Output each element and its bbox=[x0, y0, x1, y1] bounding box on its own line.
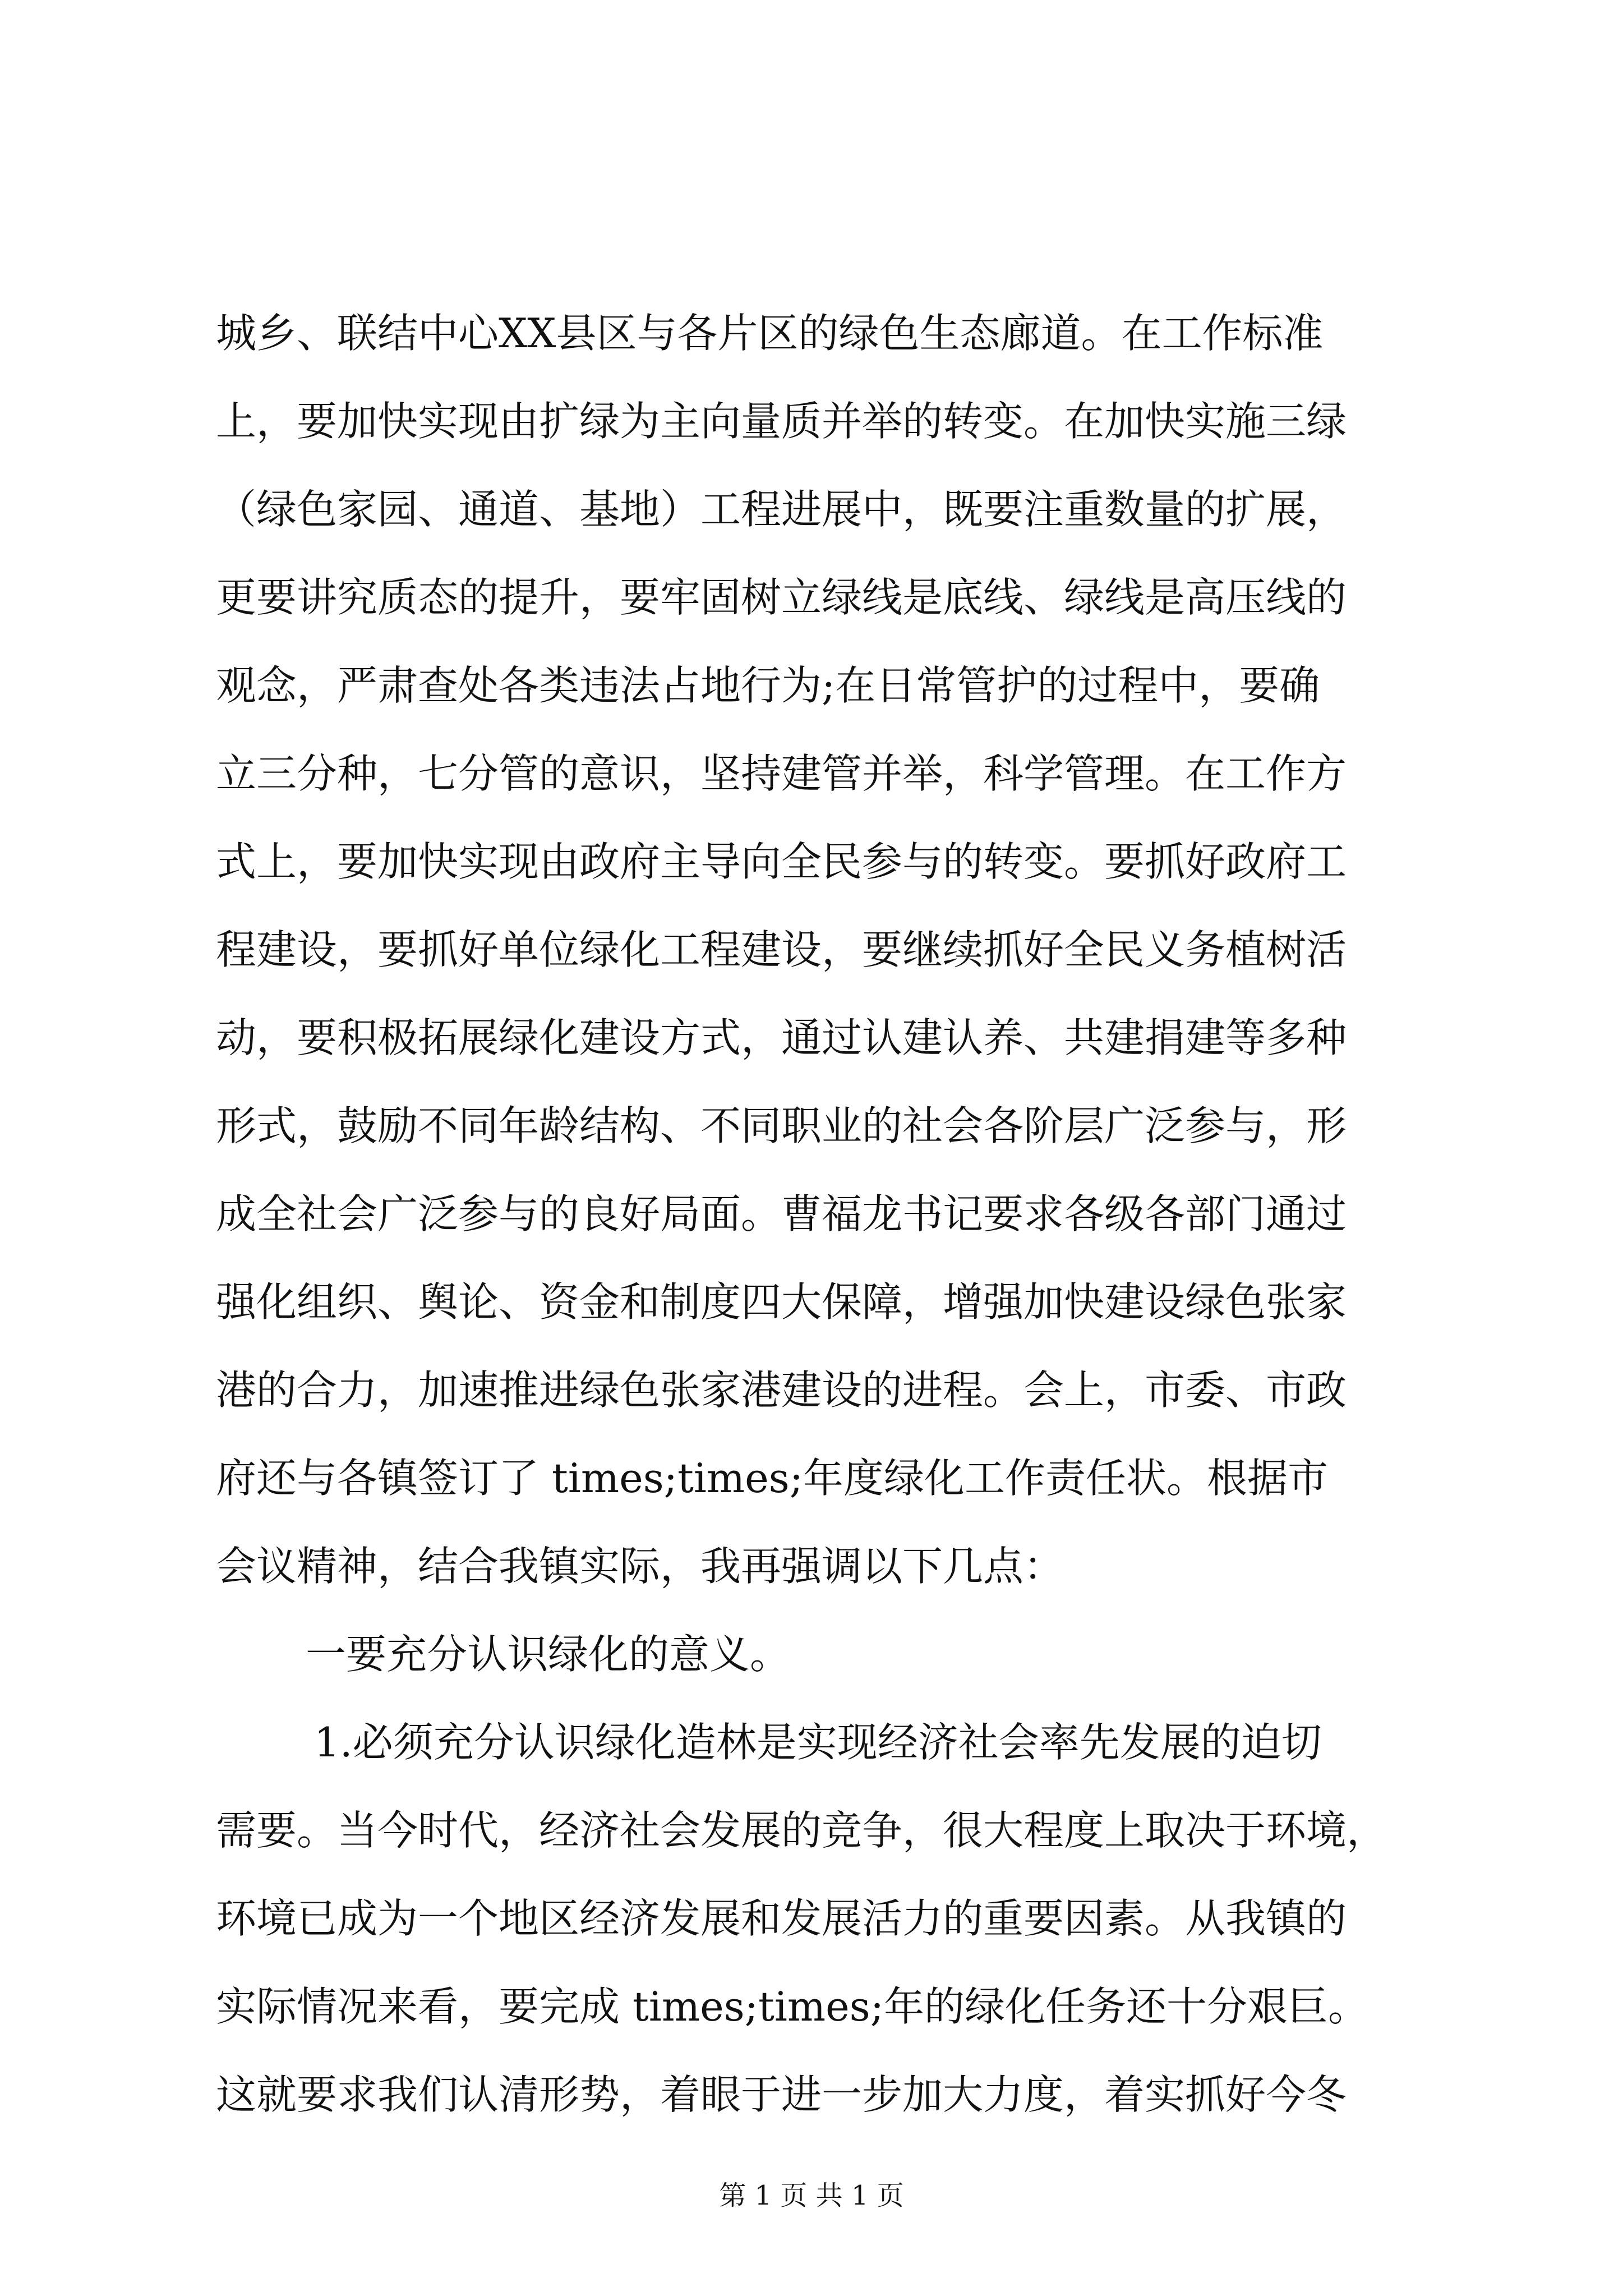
text-line: 立三分种，七分管的意识，坚持建管并举，科学管理。在工作方 bbox=[216, 750, 1347, 797]
text-line: 需要。当今时代，经济社会发展的竞争，很大程度上取决于环境， bbox=[216, 1807, 1387, 1854]
text-line: 会议精神，结合我镇实际，我再强调以下几点： bbox=[216, 1543, 1064, 1590]
text-line: （绿色家园、通道、基地）工程进展中，既要注重数量的扩展， bbox=[216, 486, 1347, 533]
text-line: 程建设，要抓好单位绿化工程建设，要继续抓好全民义务植树活 bbox=[216, 926, 1347, 973]
text-line: 港的合力，加速推进绿色张家港建设的进程。会上，市委、市政 bbox=[216, 1366, 1347, 1414]
text-line: 这就要求我们认清形势，着眼于进一步加大力度，着实抓好今冬 bbox=[216, 2071, 1347, 2118]
text-line: 式上，要加快实现由政府主导向全民参与的转变。要抓好政府工 bbox=[216, 838, 1347, 885]
text-line: 城乡、联结中心XX县区与各片区的绿色生态廊道。在工作标准 bbox=[216, 310, 1324, 357]
text-line: 动，要积极拓展绿化建设方式，通过认建认养、共建捐建等多种 bbox=[216, 1014, 1347, 1061]
section-heading: 一要充分认识绿化的意义。 bbox=[306, 1631, 791, 1678]
text-line: 上，要加快实现由扩绿为主向量质并举的转变。在加快实施三绿 bbox=[216, 398, 1347, 445]
text-line: 府还与各镇签订了 times;times;年度绿化工作责任状。根据市 bbox=[216, 1455, 1328, 1502]
text-line: 强化组织、舆论、资金和制度四大保障，增强加快建设绿色张家 bbox=[216, 1278, 1347, 1326]
text-line: 观念，严肃查处各类违法占地行为;在日常管护的过程中，要确 bbox=[216, 662, 1320, 709]
text-line: 形式，鼓励不同年龄结构、不同职业的社会各阶层广泛参与，形 bbox=[216, 1102, 1347, 1149]
text-line: 实际情况来看，要完成 times;times;年的绿化任务还十分艰巨。 bbox=[216, 1983, 1368, 2030]
numbered-paragraph-start: 1.必须充分认识绿化造林是实现经济社会率先发展的迫切 bbox=[314, 1719, 1322, 1766]
page-footer: 第 1 页 共 1 页 bbox=[719, 2180, 904, 2211]
text-line: 更要讲究质态的提升，要牢固树立绿线是底线、绿线是高压线的 bbox=[216, 574, 1347, 621]
text-line: 成全社会广泛参与的良好局面。曹福龙书记要求各级各部门通过 bbox=[216, 1190, 1347, 1237]
text-line: 环境已成为一个地区经济发展和发展活力的重要因素。从我镇的 bbox=[216, 1895, 1347, 1942]
